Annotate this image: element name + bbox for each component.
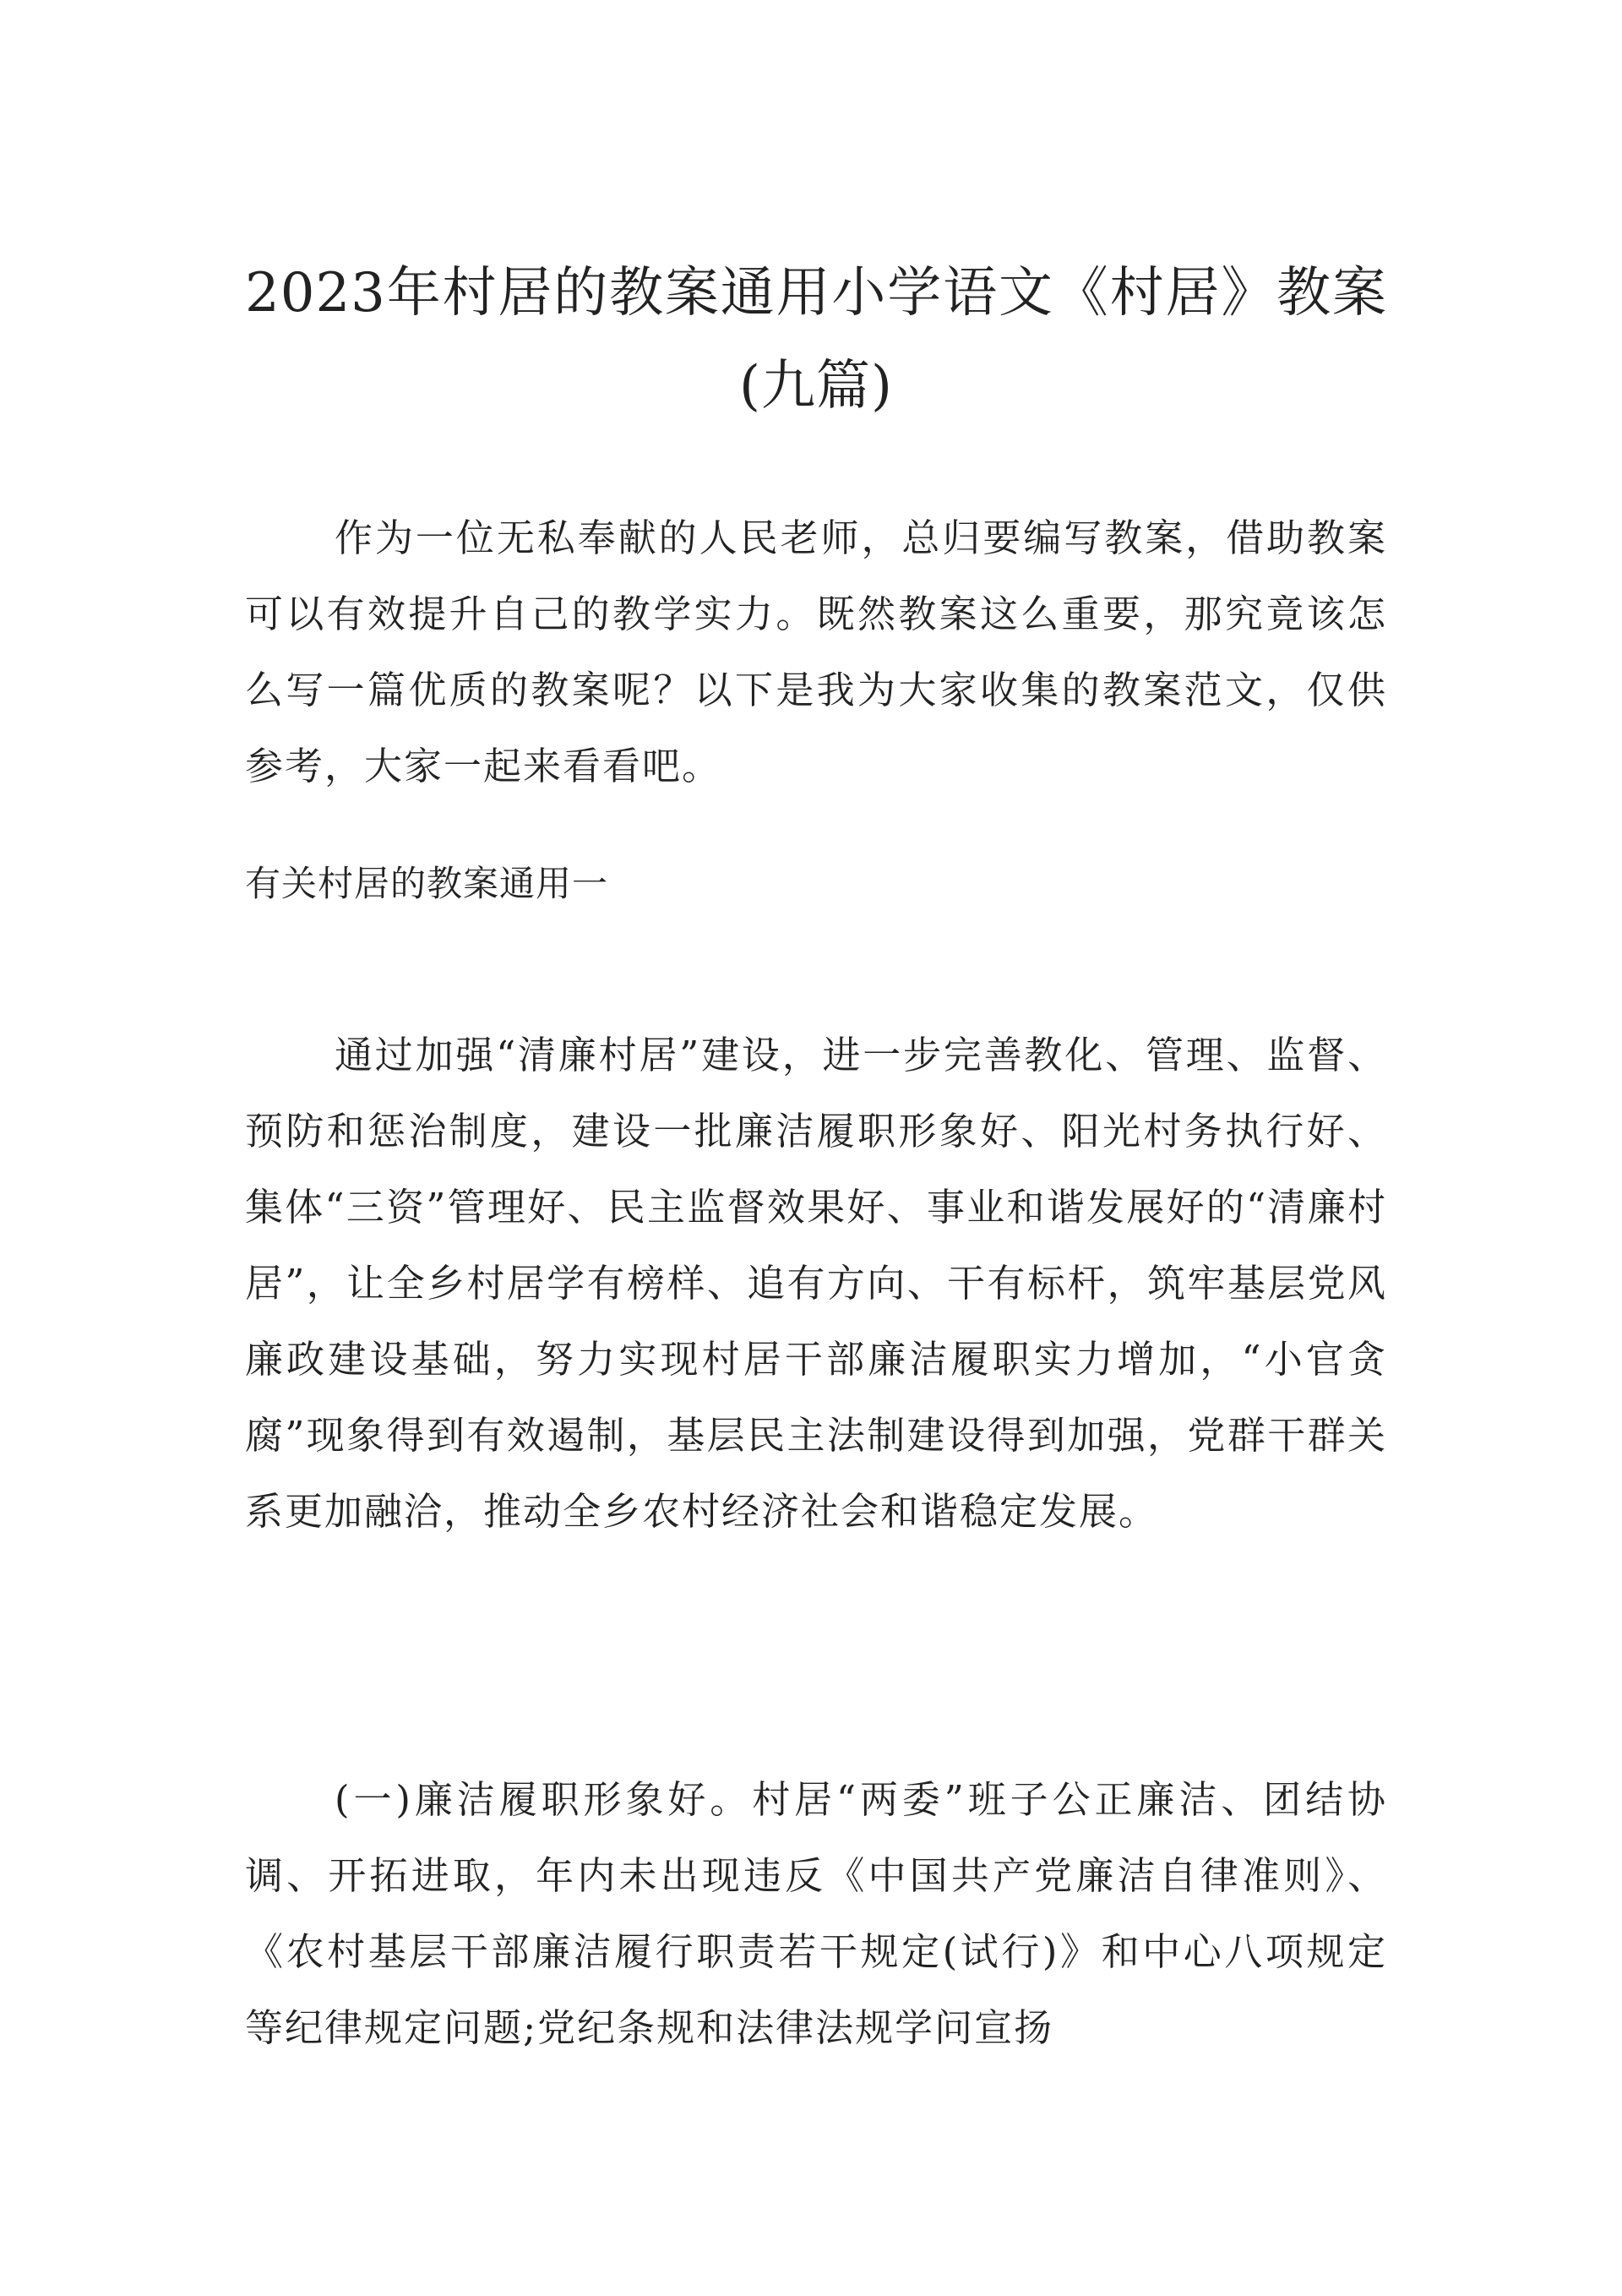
- section-heading: 有关村居的教案通用一: [245, 863, 609, 904]
- document-title: 2023年村居的教案通用小学语文《村居》教案(九篇): [245, 262, 1387, 417]
- intro-paragraph: 作为一位无私奉献的人民老师，总归要编写教案，借助教案可以有效提升自己的教学实力。既然教案这么重要，那究竟该怎么写一篇优质的教案呢？以下是我为大家收集的教案范文，仅供参考，大家一起来看看吧。: [245, 515, 1387, 788]
- body-paragraph: (一)廉洁履职形象好。村居“两委”班子公正廉洁、团结协调、开拓进取，年内未出现违反《中国共产党廉洁自律准则》、《农村基层干部廉洁履行职责若干规定(试行)》和中心八项规定等纪律规定问题;党纪条规和法律法规学问宣扬: [245, 1777, 1387, 2050]
- body-paragraph: 通过加强“清廉村居”建设，进一步完善教化、管理、监督、预防和惩治制度，建设一批廉洁履职形象好、阳光村务执行好、集体“三资”管理好、民主监督效果好、事业和谐发展好的“清廉村居”，让全乡村居学有榜样、追有方向、干有标杆，筑牢基层党风廉政建设基础，努力实现村居干部廉洁履职实力增加，“小官贪腐”现象得到有效遏制，基层民主法制建设得到加强，党群干群关系更加融洽，推动全乡农村经济社会和谐稳定发展。: [245, 1033, 1387, 1534]
- document-page: [245, 0, 1387, 2296]
